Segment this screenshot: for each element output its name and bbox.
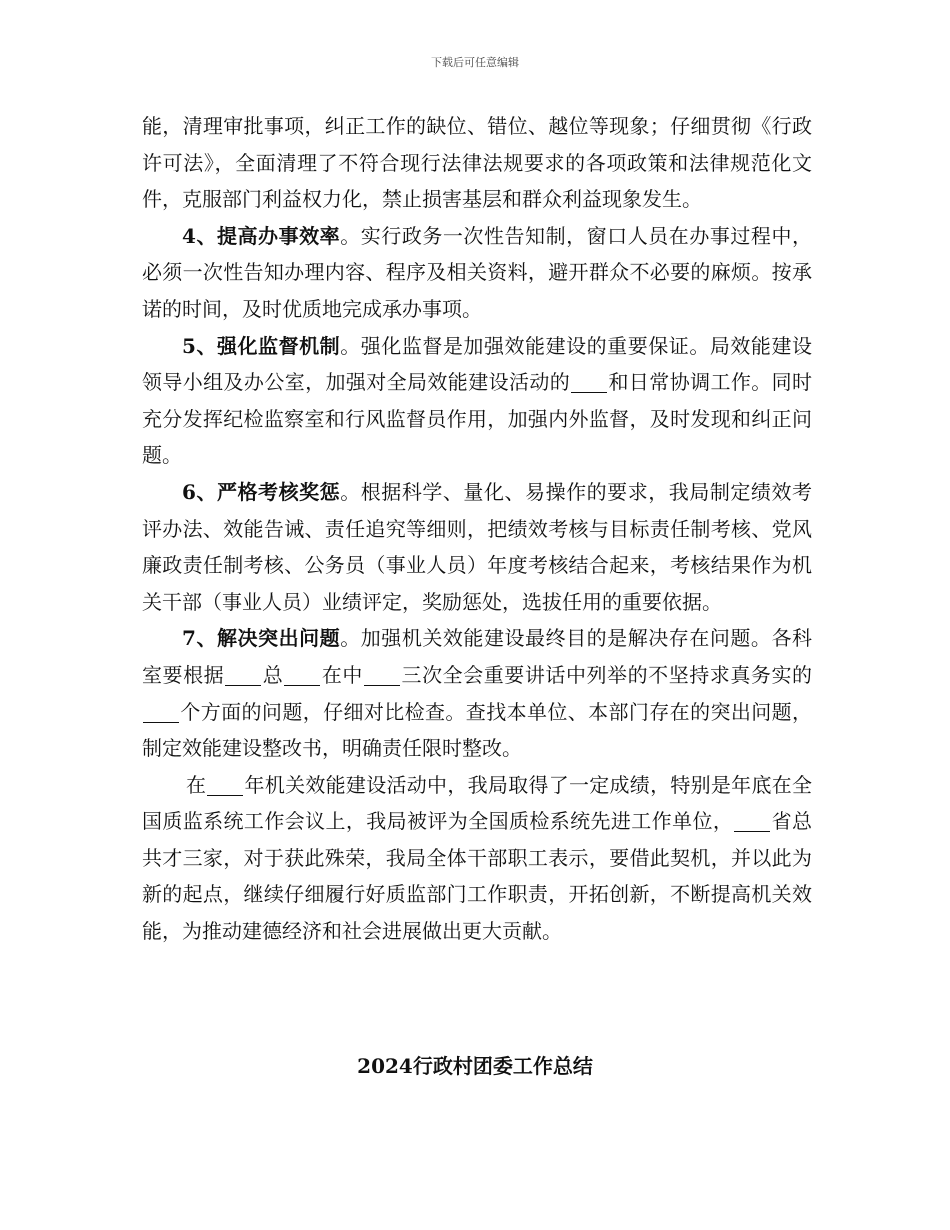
paragraph-item-5 (142, 328, 812, 474)
paragraph-summary (142, 767, 812, 950)
paragraph-item-6 (142, 474, 812, 620)
paragraph-continuation: 能，清理审批事项，纠正工作的缺位、错位、越位等现象；仔细贯彻《行政许可法》，全面清理了不符合现行法律法规要求的各项政策和法律规范化文件，克服部门利益权力化，禁止损害基层和群众利益现象发生。 (142, 114, 812, 212)
blank-underline (225, 665, 261, 686)
item-7-text-e: 个方面的问题，仔细对比检查。查找本单位、本部门存在的突出问题，制定效能建设整改书，明确责任限时整改。 (142, 699, 812, 761)
blank-underline (143, 702, 179, 723)
item-5-text-a: 。强化监督是加强效能建设的重要保证。局效能建设领导小组及办公室，加强对全局效能建设活动的 (142, 333, 813, 395)
blank-underline (207, 775, 243, 796)
item-6-heading: 6、严格考核奖惩 (182, 479, 341, 504)
document-body (142, 108, 812, 950)
section-title: 2024行政村团委工作总结 (357, 1054, 593, 1078)
item-6-text: 。根据科学、量化、易操作的要求，我局制定绩效考评办法、效能告诫、责任追究等细则，把绩效考核与目标责任制考核、党风廉政责任制考核、公务员（事业人员）年度考核结合起来，考核结果作为机关干部（事业人员）业绩评定，奖励惩处，选拔任用的重要依据。 (142, 479, 813, 614)
item-5-heading: 5、强化监督机制 (182, 333, 341, 358)
item-7-text-b: 总 (262, 662, 284, 687)
item-4-heading: 4、提高办事效率 (182, 223, 341, 248)
summary-text-a: 在 (186, 772, 207, 797)
summary-text-b: 年机关效能建设活动中，我局取得了一定成绩，特别是年底在全国质监系统工作会议上，我局被评为全国质检系统先进工作单位， (142, 772, 813, 834)
blank-underline (284, 665, 320, 686)
item-7-text-d: 三次全会重要讲话中列举的不坚持求真务实的 (400, 662, 813, 687)
paragraph-item-4 (142, 218, 812, 328)
paragraph-item-7 (142, 620, 812, 766)
page-header: 下载后可任意编辑 (431, 56, 519, 69)
item-7-text-a: 。加强机关效能建设最终目的是解决存在问题。各科室要根据 (142, 626, 813, 687)
item-5-text-b: 和日常协调工作。同时充分发挥纪检监察室和行风监督员作用，加强内外监督，及时发现和纠正问题。 (142, 370, 813, 468)
blank-underline (734, 811, 770, 832)
item-7-heading: 7、解决突出问题 (182, 626, 341, 651)
item-7-text-c: 在中 (321, 662, 363, 687)
blank-underline (364, 665, 400, 686)
item-4-text: 。实行政务一次性告知制，窗口人员在办事过程中，必须一次性告知办理内容、程序及相关资料，避开群众不必要的麻烦。按承诺的时间，及时优质地完成承办事项。 (142, 223, 813, 321)
blank-underline (571, 372, 607, 393)
summary-text-c: 省总共才三家，对于获此殊荣，我局全体干部职工表示，要借此契机，并以此为新的起点，继续仔细履行好质监部门工作职责，开拓创新，不断提高机关效能，为推动建德经济和社会进展做出更大贡献。 (142, 809, 813, 944)
